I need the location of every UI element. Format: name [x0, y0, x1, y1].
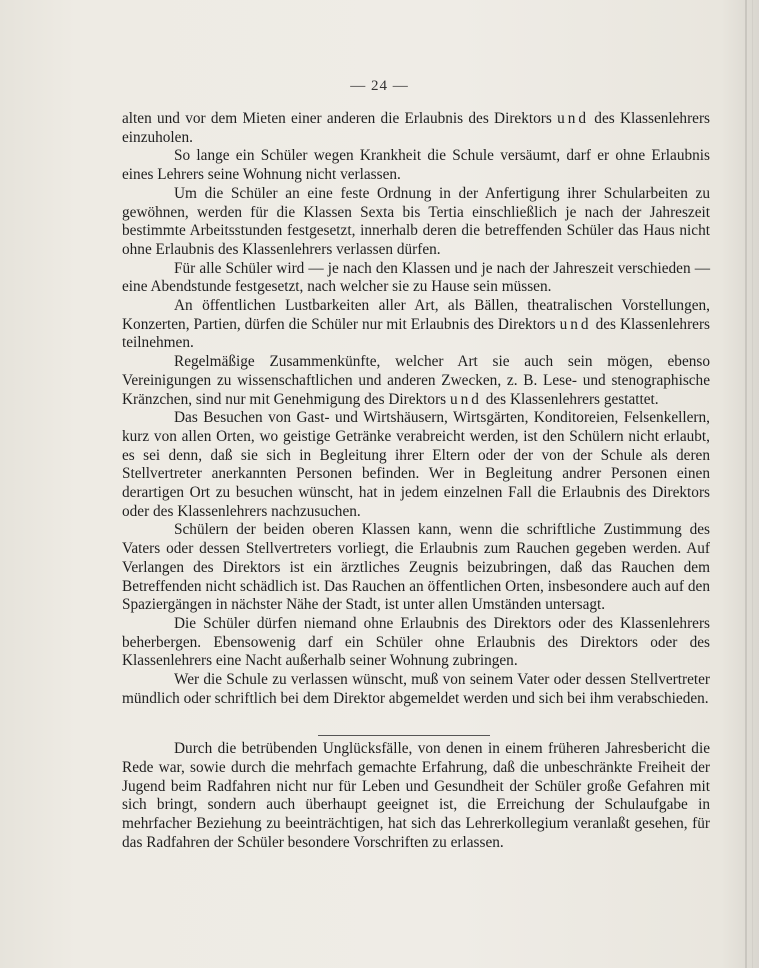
- paragraph-6-text-c: des Klassenlehrers gestattet.: [481, 390, 659, 408]
- paragraph-4-text: Für alle Schüler wird — je nach den Klassen und je nach der Jahreszeit verschieden — eine Abendstunde festgesetzt, nach welcher sie zu Hause sein müssen.: [122, 259, 710, 296]
- section-divider: [318, 735, 490, 736]
- paragraph-7: [122, 409, 710, 521]
- paragraph-7-text: Das Besuchen von Gast- und Wirtshäusern, Wirtsgärten, Konditoreien, Felsenkellern, kurz von allen Orten, wo geistige Getränke verabreicht werden, ist den Schülern nicht erlaubt, es sei denn, daß sie sich in Begleitung ihrer Eltern oder der von der Schule als deren Stellvertreter anerkannten Personen befinden. Wer in Begleitung andrer Personen einen derartigen Ort zu besuchen wünscht, hat in jedem einzelnen Fall die Erlaubnis des Direktors oder des Klassenlehrers nachzusuchen.: [122, 409, 710, 520]
- page-number: — 24 —: [350, 78, 409, 94]
- paragraph-1-text-a: alten und vor dem Mieten einer anderen die Erlaubnis des Direktors: [122, 110, 558, 127]
- paragraph-1: [122, 110, 710, 147]
- paragraph-5-text-c: des Klassenlehrers teilnehmen.: [122, 315, 711, 352]
- paragraph-6: [122, 353, 710, 409]
- paragraph-5-emphasis: und: [559, 315, 592, 333]
- paragraph-10: [122, 671, 710, 708]
- rules-text-block: [122, 110, 710, 709]
- paragraph-8-text: Schülern der beiden oberen Klassen kann, wenn die schriftliche Zustimmung des Vaters oder dessen Stellvertreters vorliegt, die Erlaubnis zum Rauchen gegeben werden. Auf Verlangen des Direktors ist ein ärztliches Zeugnis beizubringen, daß das Rauchen dem Betreffenden nicht schädlich ist. Das Rauchen an öffentlichen Orten, insbesondere auch auf den Spaziergängen in nächster Nähe der Stadt, ist unter allen Umständen untersagt.: [122, 521, 710, 614]
- paragraph-5-text-a: An öffentlichen Lustbarkeiten aller Art, als Bällen, theatralischen Vorstellungen, Konzerten, Partien, dürfen die Schüler nur mit Erlaubnis des Direktors: [122, 297, 710, 333]
- paragraph-5: [122, 297, 710, 353]
- paragraph-6-emphasis: und: [449, 390, 482, 408]
- paragraph-4: [122, 260, 710, 297]
- paragraph-1-emphasis: und: [557, 110, 590, 127]
- paragraph-2-text: So lange ein Schüler wegen Krankheit die Schule versäumt, darf er ohne Erlaubnis eines Lehrers seine Wohnung nicht verlassen.: [122, 147, 710, 184]
- paragraph-8: [122, 521, 710, 615]
- paragraph-6-text-a: Regelmäßige Zusammenkünfte, welcher Art sie auch sein mögen, ebenso Vereinigungen zu wissenschaftlichen und anderen Zwecken, z. B. Lese- und stenographische Kränzchen, sind nur mit Genehmigung des Direktors: [122, 353, 710, 408]
- paragraph-final: Durch die betrübenden Unglücksfälle, von denen in einem früheren Jahresbericht die Rede war, sowie durch die mehrfach gemachte Erfahrung, daß die unbeschränkte Freiheit der Jugend beim Radfahren nicht nur für Leben und Gesundheit der Schüler große Gefahren mit sich bringt, sondern auch überhaupt geeignet ist, die Erreichung der Schulaufgabe in mehrfacher Beziehung zu beeinträchtigen, hat sich das Lehrerkollegium veranlaßt gesehen, für das Radfahren der Schüler besondere Vorschriften zu erlassen.: [122, 740, 710, 851]
- paragraph-9: [122, 615, 710, 671]
- page-edge: [745, 0, 747, 968]
- page-edge-outer: [752, 0, 753, 968]
- paragraph-3: [122, 185, 710, 260]
- paragraph-10-text: Wer die Schule zu verlassen wünscht, muß von seinem Vater oder dessen Stellvertreter mündlich oder schriftlich bei dem Direktor abgemeldet werden und sich bei ihm verabschieden.: [122, 671, 710, 707]
- paragraph-3-text: Um die Schüler an eine feste Ordnung in der Anfertigung ihrer Schularbeiten zu gewöhnen, werden für die Klassen Sexta bis Tertia einschließlich je nach der Jahreszeit bestimmte Arbeitsstunden festgesetzt, innerhalb deren die betreffenden Schüler das Haus nicht ohne Erlaubnis des Klassenlehrers verlassen dürfen.: [122, 184, 710, 258]
- paragraph-9-text: Die Schüler dürfen niemand ohne Erlaubnis des Direktors oder des Klassenlehrers beherbergen. Ebensowenig darf ein Schüler ohne Erlaubnis des Direktors oder des Klassenlehrers eine Nacht außerhalb seiner Wohnung zubringen.: [122, 614, 710, 670]
- cycling-text-block: [122, 740, 710, 853]
- paragraph-2: [122, 147, 710, 184]
- paragraph-1-text-c: des Klassenlehrers einzuholen.: [122, 110, 710, 146]
